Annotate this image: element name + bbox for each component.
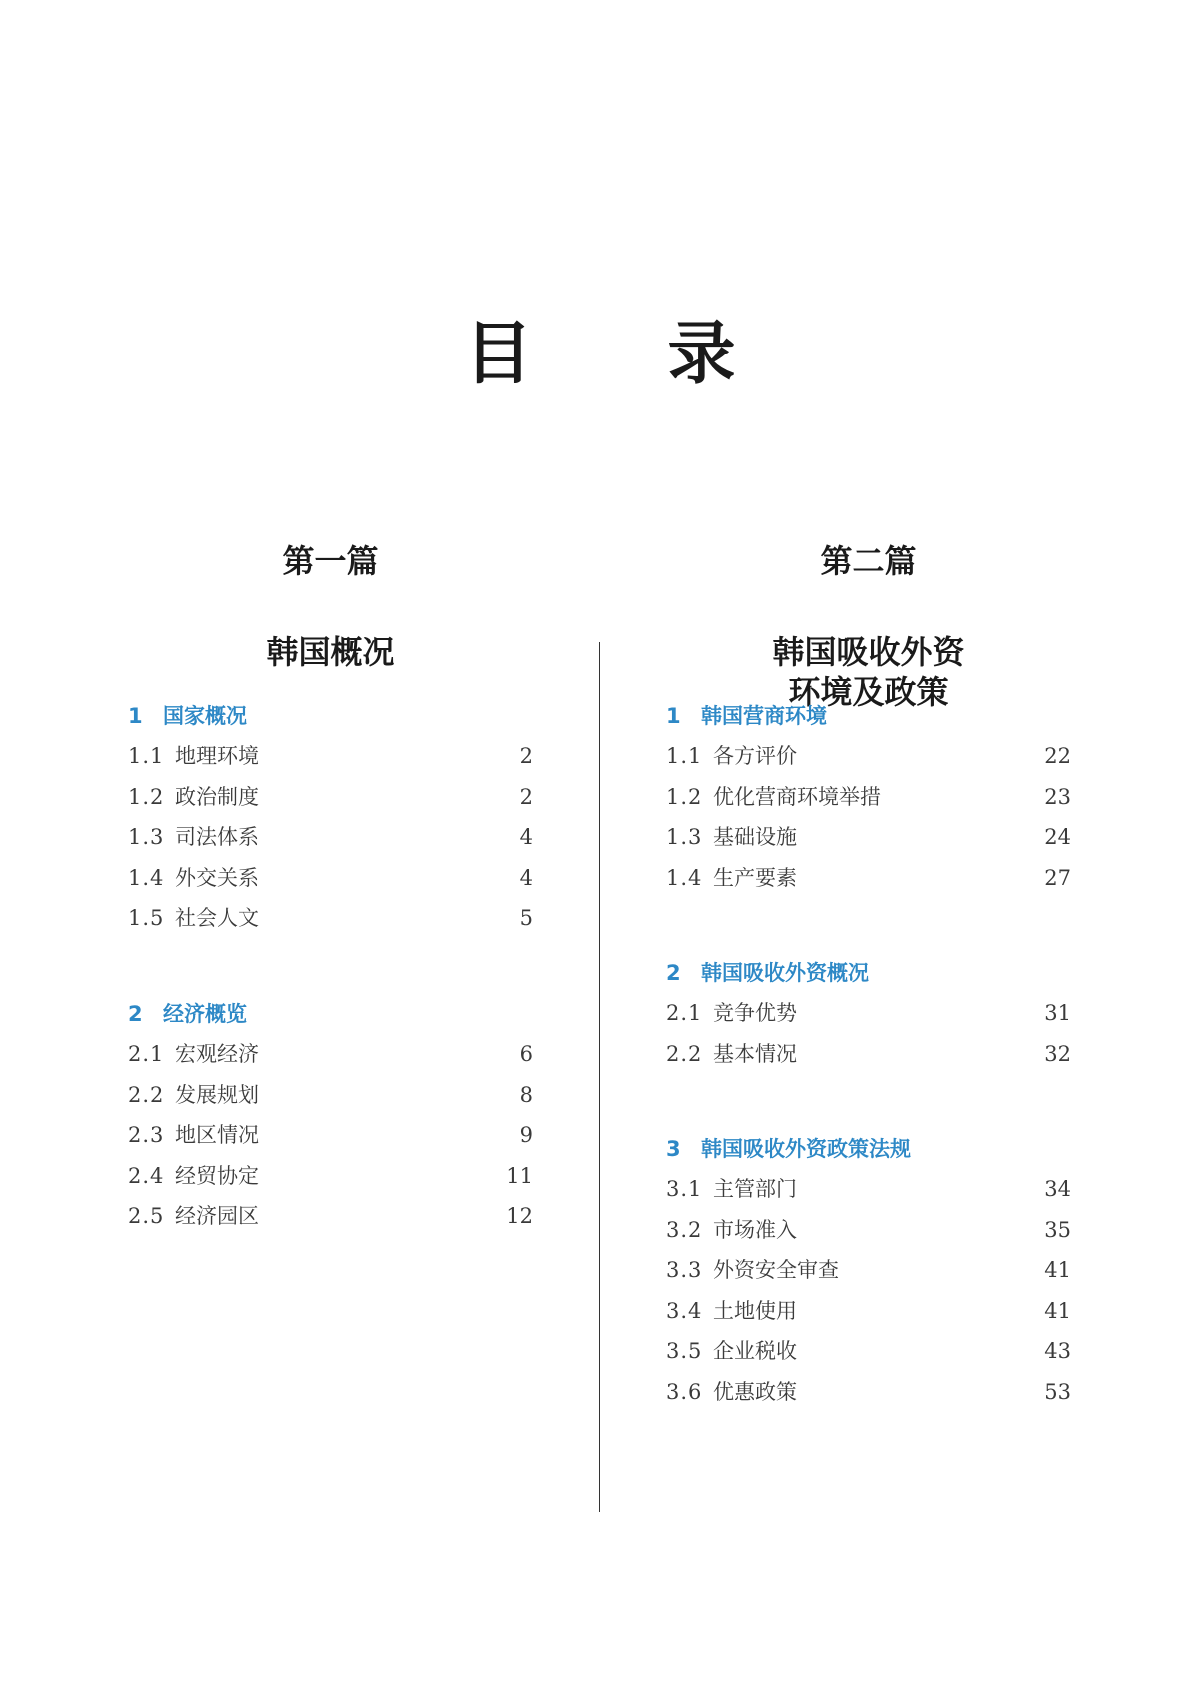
entry-page: 53 (1044, 1379, 1071, 1404)
entry-title: 基本情况 (713, 1041, 797, 1066)
entry-title: 主管部门 (713, 1177, 797, 1201)
toc-entry[interactable] (666, 1210, 1071, 1251)
toc-entry[interactable] (128, 736, 533, 777)
entry-number: 1.1 (128, 744, 165, 768)
entry-page: 12 (506, 1204, 533, 1228)
toc-entry[interactable] (666, 1169, 1071, 1210)
entry-title: 政治制度 (175, 784, 259, 809)
entry-number: 1.1 (666, 744, 703, 768)
toc-section (128, 696, 533, 939)
entry-number: 2.3 (128, 1123, 165, 1147)
section-heading[interactable] (666, 953, 1071, 993)
entry-title: 竞争优势 (713, 1001, 797, 1025)
part-title-line: 环境及政策 (788, 673, 949, 711)
entry-number: 3.4 (666, 1298, 703, 1323)
entry-title: 外交关系 (175, 865, 259, 890)
toc-entry[interactable] (128, 1196, 533, 1237)
section-heading[interactable] (128, 696, 533, 736)
entry-page: 35 (1044, 1217, 1071, 1242)
toc-entry[interactable] (666, 736, 1071, 777)
entry-page: 24 (1044, 825, 1071, 849)
entry-page: 32 (1044, 1041, 1071, 1066)
part-label: 第一篇 (282, 542, 379, 580)
entry-number: 1.3 (128, 825, 165, 849)
entry-title: 各方评价 (713, 744, 797, 768)
entry-page: 23 (1044, 784, 1071, 809)
part-title-line: 韩国概况 (266, 633, 395, 671)
entry-title: 外资安全审查 (713, 1258, 839, 1282)
section-number: 2 (666, 961, 681, 985)
entry-title: 生产要素 (713, 865, 797, 890)
entry-number: 3.5 (666, 1339, 703, 1363)
entry-page: 9 (519, 1123, 533, 1147)
entry-title: 宏观经济 (175, 1042, 259, 1066)
page-title (0, 300, 1200, 397)
toc-entry[interactable] (128, 898, 533, 939)
entry-number: 2.1 (128, 1042, 165, 1066)
entry-number: 3.1 (666, 1177, 703, 1201)
entry-number: 3.2 (666, 1217, 703, 1242)
section-heading[interactable] (128, 994, 533, 1034)
section-title: 国家概况 (163, 704, 247, 728)
part-title-line: 韩国吸收外资 (772, 633, 965, 671)
entry-number: 2.1 (666, 1001, 703, 1025)
section-title: 韩国营商环境 (701, 704, 827, 728)
entry-title: 经贸协定 (175, 1163, 259, 1188)
entry-page: 41 (1044, 1298, 1071, 1323)
entry-title: 基础设施 (713, 825, 797, 849)
toc-entry[interactable] (666, 777, 1071, 818)
section-number: 1 (666, 704, 681, 728)
part-title (128, 632, 533, 672)
toc-entry[interactable] (128, 817, 533, 858)
entry-number: 3.3 (666, 1258, 703, 1282)
entry-page: 6 (519, 1042, 533, 1066)
entry-number: 1.2 (666, 784, 703, 809)
toc-section (666, 953, 1071, 1074)
entry-number: 1.3 (666, 825, 703, 849)
entry-title: 市场准入 (713, 1217, 797, 1242)
entry-title: 经济园区 (175, 1204, 259, 1228)
entry-page: 4 (519, 825, 533, 849)
entry-page: 43 (1044, 1339, 1071, 1363)
entry-title: 司法体系 (175, 825, 259, 849)
entry-title: 优化营商环境举措 (713, 784, 881, 809)
section-number: 1 (128, 704, 143, 728)
section-heading[interactable] (666, 1129, 1071, 1169)
toc-entry[interactable] (128, 1034, 533, 1075)
section-number: 3 (666, 1137, 681, 1161)
entry-number: 1.2 (128, 784, 165, 809)
section-title: 经济概览 (163, 1002, 247, 1026)
toc-entry[interactable] (128, 1115, 533, 1156)
entry-page: 5 (519, 906, 533, 930)
toc-entry[interactable] (666, 817, 1071, 858)
toc-entry[interactable] (666, 1034, 1071, 1075)
toc-entry[interactable] (128, 858, 533, 899)
toc-entry[interactable] (666, 1372, 1071, 1413)
entry-number: 2.4 (128, 1163, 165, 1188)
page-title-char: 目 (464, 314, 533, 394)
entry-title: 土地使用 (713, 1298, 797, 1323)
toc-section (666, 696, 1071, 898)
toc-entry[interactable] (128, 1156, 533, 1197)
toc-entry[interactable] (128, 777, 533, 818)
entry-title: 发展规划 (175, 1082, 259, 1107)
entry-number: 1.4 (128, 865, 165, 890)
toc-entry[interactable] (666, 1291, 1071, 1332)
entry-number: 1.5 (128, 906, 165, 930)
part-label: 第二篇 (820, 542, 917, 580)
entry-page: 11 (506, 1163, 533, 1188)
entry-title: 企业税收 (713, 1339, 797, 1363)
entry-title: 社会人文 (175, 906, 259, 930)
entry-title: 地理环境 (175, 744, 259, 768)
entry-title: 优惠政策 (713, 1379, 797, 1404)
section-number: 2 (128, 1002, 143, 1026)
section-title: 韩国吸收外资概况 (701, 961, 869, 985)
entry-number: 2.2 (128, 1082, 165, 1107)
section-heading[interactable] (666, 696, 1071, 736)
entry-number: 1.4 (666, 865, 703, 890)
toc-entry[interactable] (666, 1331, 1071, 1372)
column-divider (599, 642, 600, 1512)
entry-page: 31 (1044, 1001, 1071, 1025)
toc-entry[interactable] (128, 1075, 533, 1116)
entry-number: 3.6 (666, 1379, 703, 1404)
toc-entry[interactable] (666, 858, 1071, 899)
entry-page: 4 (519, 865, 533, 890)
entry-number: 2.2 (666, 1041, 703, 1066)
toc-entry[interactable] (666, 993, 1071, 1034)
toc-section (666, 1129, 1071, 1412)
entry-page: 2 (519, 784, 533, 809)
entry-page: 34 (1044, 1177, 1071, 1201)
page-title-char: 录 (667, 314, 736, 394)
entry-page: 2 (519, 744, 533, 768)
entry-page: 22 (1044, 744, 1071, 768)
toc-entry[interactable] (666, 1250, 1071, 1291)
entry-page: 8 (519, 1082, 533, 1107)
entry-number: 2.5 (128, 1204, 165, 1228)
entry-title: 地区情况 (175, 1123, 259, 1147)
entry-page: 27 (1044, 865, 1071, 890)
entry-page: 41 (1044, 1258, 1071, 1282)
toc-section (128, 994, 533, 1237)
section-title: 韩国吸收外资政策法规 (701, 1137, 911, 1161)
